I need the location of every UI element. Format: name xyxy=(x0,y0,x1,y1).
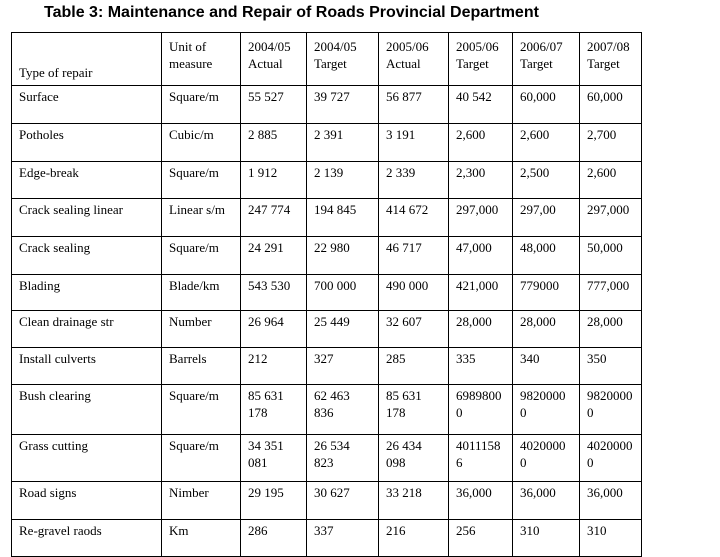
cell-2004-05-actual: 26 964 xyxy=(241,311,307,348)
cell-2004-05-actual: 55 527 xyxy=(241,86,307,124)
cell-2007-08-target: 60,000 xyxy=(580,86,642,124)
cell-2007-08-target: 297,000 xyxy=(580,199,642,237)
cell-2007-08-target: 2,700 xyxy=(580,124,642,162)
cell-2005-06-target: 47,000 xyxy=(449,237,513,275)
table-row xyxy=(12,385,642,435)
table-row xyxy=(12,162,642,199)
cell-2006-07-target: 2,500 xyxy=(513,162,580,199)
table-row xyxy=(12,482,642,520)
table-row xyxy=(12,237,642,275)
table-row xyxy=(12,348,642,385)
cell-2005-06-actual: 46 717 xyxy=(379,237,449,275)
cell-2006-07-target: 28,000 xyxy=(513,311,580,348)
cell-2005-06-actual: 216 xyxy=(379,520,449,557)
cell-type-of-repair: Re-gravel raods xyxy=(12,520,162,557)
cell-type-of-repair: Surface xyxy=(12,86,162,124)
table-row xyxy=(12,86,642,124)
header-2004-05-target: 2004/05 Target xyxy=(307,33,379,86)
cell-2004-05-actual: 1 912 xyxy=(241,162,307,199)
table-row xyxy=(12,435,642,482)
cell-2004-05-target: 337 xyxy=(307,520,379,557)
cell-2005-06-target: 256 xyxy=(449,520,513,557)
header-2005-06-target: 2005/06 Target xyxy=(449,33,513,86)
cell-unit-of-measure: Number xyxy=(162,311,241,348)
cell-2005-06-target: 335 xyxy=(449,348,513,385)
cell-unit-of-measure: Square/m xyxy=(162,162,241,199)
cell-2004-05-actual: 286 xyxy=(241,520,307,557)
cell-2004-05-actual: 543 530 xyxy=(241,275,307,311)
cell-unit-of-measure: Nimber xyxy=(162,482,241,520)
cell-2006-07-target: 310 xyxy=(513,520,580,557)
cell-2007-08-target: 28,000 xyxy=(580,311,642,348)
cell-2005-06-target: 6989800 0 xyxy=(449,385,513,435)
cell-2005-06-target: 40 542 xyxy=(449,86,513,124)
cell-2004-05-actual: 34 351 081 xyxy=(241,435,307,482)
cell-unit-of-measure: Blade/km xyxy=(162,275,241,311)
cell-2007-08-target: 36,000 xyxy=(580,482,642,520)
header-unit-of-measure: Unit of measure xyxy=(162,33,241,86)
cell-2005-06-actual: 56 877 xyxy=(379,86,449,124)
cell-2006-07-target: 340 xyxy=(513,348,580,385)
cell-unit-of-measure: Square/m xyxy=(162,385,241,435)
table-row xyxy=(12,275,642,311)
cell-2005-06-actual: 490 000 xyxy=(379,275,449,311)
cell-2005-06-target: 2,300 xyxy=(449,162,513,199)
cell-type-of-repair: Bush clearing xyxy=(12,385,162,435)
cell-2004-05-target: 2 139 xyxy=(307,162,379,199)
cell-2004-05-target: 30 627 xyxy=(307,482,379,520)
cell-2006-07-target: 2,600 xyxy=(513,124,580,162)
cell-2007-08-target: 2,600 xyxy=(580,162,642,199)
header-2004-05-actual: 2004/05 Actual xyxy=(241,33,307,86)
cell-2005-06-actual: 33 218 xyxy=(379,482,449,520)
cell-2005-06-target: 4011158 6 xyxy=(449,435,513,482)
header-2007-08-target: 2007/08 Target xyxy=(580,33,642,86)
cell-type-of-repair: Edge-break xyxy=(12,162,162,199)
cell-2004-05-target: 327 xyxy=(307,348,379,385)
cell-2005-06-target: 28,000 xyxy=(449,311,513,348)
cell-unit-of-measure: Square/m xyxy=(162,237,241,275)
cell-2006-07-target: 297,00 xyxy=(513,199,580,237)
cell-2004-05-target: 62 463 836 xyxy=(307,385,379,435)
cell-2004-05-target: 25 449 xyxy=(307,311,379,348)
cell-2006-07-target: 9820000 0 xyxy=(513,385,580,435)
cell-2004-05-target: 194 845 xyxy=(307,199,379,237)
cell-2004-05-actual: 85 631 178 xyxy=(241,385,307,435)
cell-2005-06-actual: 85 631 178 xyxy=(379,385,449,435)
cell-2004-05-actual: 29 195 xyxy=(241,482,307,520)
cell-2005-06-actual: 26 434 098 xyxy=(379,435,449,482)
cell-2005-06-actual: 32 607 xyxy=(379,311,449,348)
table-title: Table 3: Maintenance and Repair of Roads Provincial Department xyxy=(44,4,539,21)
cell-unit-of-measure: Linear s/m xyxy=(162,199,241,237)
cell-2005-06-actual: 3 191 xyxy=(379,124,449,162)
cell-2004-05-target: 2 391 xyxy=(307,124,379,162)
cell-2005-06-target: 297,000 xyxy=(449,199,513,237)
cell-2007-08-target: 9820000 0 xyxy=(580,385,642,435)
cell-2005-06-target: 36,000 xyxy=(449,482,513,520)
cell-unit-of-measure: Cubic/m xyxy=(162,124,241,162)
cell-type-of-repair: Road signs xyxy=(12,482,162,520)
cell-2004-05-actual: 2 885 xyxy=(241,124,307,162)
table-row xyxy=(12,520,642,557)
cell-2004-05-target: 700 000 xyxy=(307,275,379,311)
cell-2005-06-target: 2,600 xyxy=(449,124,513,162)
cell-2004-05-actual: 24 291 xyxy=(241,237,307,275)
header-2006-07-target: 2006/07 Target xyxy=(513,33,580,86)
cell-2007-08-target: 350 xyxy=(580,348,642,385)
cell-unit-of-measure: Barrels xyxy=(162,348,241,385)
cell-2006-07-target: 60,000 xyxy=(513,86,580,124)
cell-2004-05-target: 39 727 xyxy=(307,86,379,124)
cell-unit-of-measure: Square/m xyxy=(162,86,241,124)
cell-2007-08-target: 310 xyxy=(580,520,642,557)
cell-unit-of-measure: Square/m xyxy=(162,435,241,482)
cell-2004-05-actual: 247 774 xyxy=(241,199,307,237)
cell-2005-06-actual: 285 xyxy=(379,348,449,385)
cell-type-of-repair: Install culverts xyxy=(12,348,162,385)
cell-2006-07-target: 48,000 xyxy=(513,237,580,275)
cell-unit-of-measure: Km xyxy=(162,520,241,557)
cell-2005-06-target: 421,000 xyxy=(449,275,513,311)
cell-2006-07-target: 779000 xyxy=(513,275,580,311)
header-row xyxy=(12,33,642,86)
cell-2006-07-target: 4020000 0 xyxy=(513,435,580,482)
cell-type-of-repair: Crack sealing xyxy=(12,237,162,275)
cell-2004-05-actual: 212 xyxy=(241,348,307,385)
cell-2007-08-target: 4020000 0 xyxy=(580,435,642,482)
cell-2004-05-target: 22 980 xyxy=(307,237,379,275)
table-row xyxy=(12,311,642,348)
cell-2007-08-target: 777,000 xyxy=(580,275,642,311)
table-row xyxy=(12,124,642,162)
cell-2006-07-target: 36,000 xyxy=(513,482,580,520)
cell-2005-06-actual: 414 672 xyxy=(379,199,449,237)
cell-type-of-repair: Potholes xyxy=(12,124,162,162)
maintenance-table xyxy=(11,32,642,557)
cell-type-of-repair: Blading xyxy=(12,275,162,311)
cell-2007-08-target: 50,000 xyxy=(580,237,642,275)
cell-2005-06-actual: 2 339 xyxy=(379,162,449,199)
header-2005-06-actual: 2005/06 Actual xyxy=(379,33,449,86)
cell-type-of-repair: Crack sealing linear xyxy=(12,199,162,237)
cell-2004-05-target: 26 534 823 xyxy=(307,435,379,482)
cell-type-of-repair: Grass cutting xyxy=(12,435,162,482)
cell-type-of-repair: Clean drainage str xyxy=(12,311,162,348)
header-type-of-repair: Type of repair xyxy=(12,33,162,86)
table-row xyxy=(12,199,642,237)
